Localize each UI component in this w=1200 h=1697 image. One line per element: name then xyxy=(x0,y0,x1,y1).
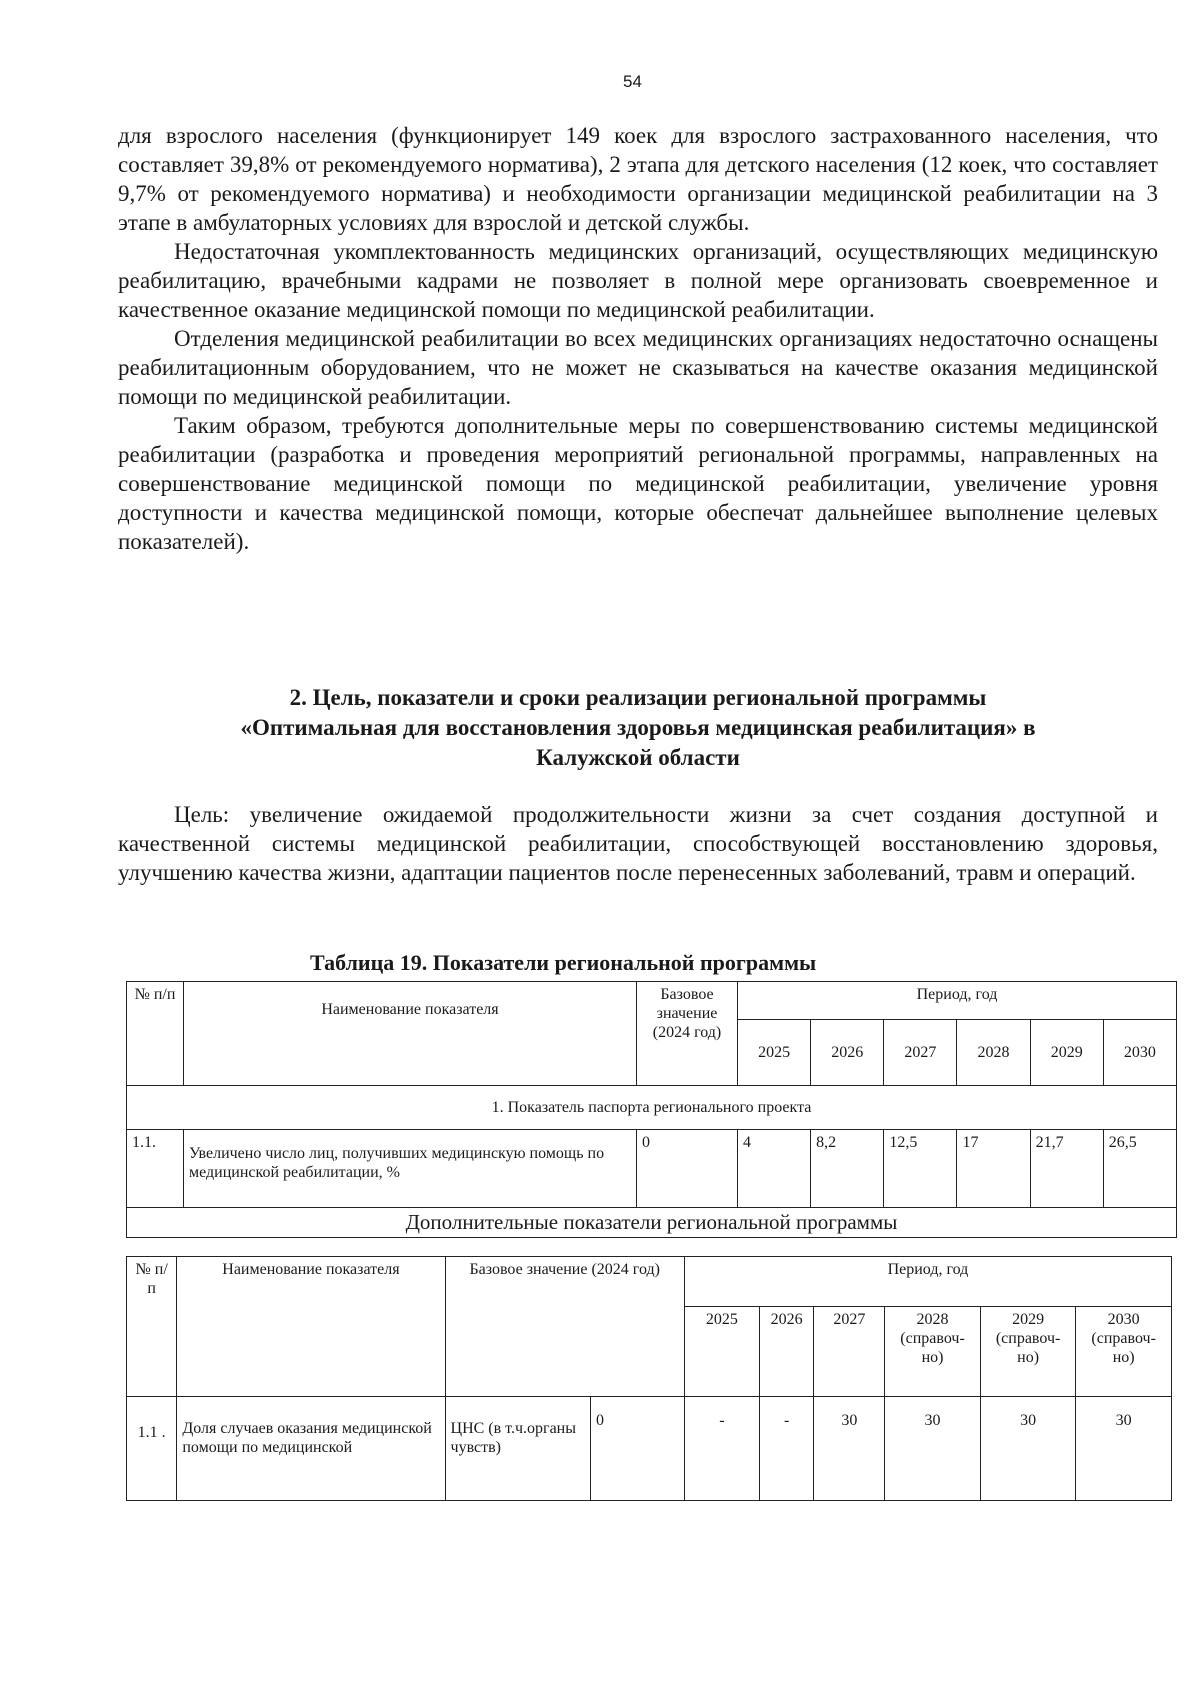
year-2-2029: 2029 (справоч-но) xyxy=(980,1307,1076,1397)
year-2027: 2027 xyxy=(884,1020,957,1086)
year-2-2027: 2027 xyxy=(814,1307,885,1397)
table-title: Таблица 19. Показатели региональной программы xyxy=(310,950,817,975)
paragraph-4: Таким образом, требуются дополнительные меры по совершенствованию системы медицинской реабилитации (разработка и проведения мероприятий региональной программы, направленных на совершенствование медицинской помощи по медицинской реабилитации, увеличение уровня доступности и качества медицинской помощи, которые обеспечат дальнейшее выполнение целевых показателей). xyxy=(118,413,1158,554)
indicators-table xyxy=(126,981,1177,1238)
additional-indicators-table xyxy=(126,1256,1172,1501)
row-base: 0 xyxy=(637,1130,738,1208)
year-2-2030: 2030 (справоч-но) xyxy=(1076,1307,1172,1397)
value-2025: 4 xyxy=(738,1130,811,1208)
row-2-name: Доля случаев оказания медицинской помощи по медицинской xyxy=(177,1397,445,1501)
section-additional: Дополнительные показатели региональной программы xyxy=(127,1208,1177,1238)
section-heading-line-3: Калужской области xyxy=(536,745,740,770)
section-passport: 1. Показатель паспорта регионального проекта xyxy=(127,1086,1177,1130)
header-name-2: Наименование показателя xyxy=(177,1257,445,1397)
year-2029: 2029 xyxy=(1030,1020,1103,1086)
paragraph-1: для взрослого населения (функционирует 149 коек для взрослого застрахованного населения, что составляет 39,8% от рекомендуемого норматива), 2 этапа для детского населения (12 коек, что составляет 9,7% от рекомендуемого норматива) и необходимости организации медицинской реабилитации на 3 этапе в амбулаторных условиях для взрослой и детской службы. xyxy=(118,123,1158,235)
paragraph-3: Отделения медицинской реабилитации во всех медицинских организациях недостаточно оснащены реабилитационным оборудованием, что не может не сказываться на качестве оказания медицинской помощи по медицинской реабилитации. xyxy=(118,326,1158,409)
year-2-2026: 2026 xyxy=(759,1307,813,1397)
year-2-2028: 2028 (справоч-но) xyxy=(885,1307,981,1397)
goal-text: Цель: увеличение ожидаемой продолжительности жизни за счет создания доступной и качественной системы медицинской реабилитации, способствующей восстановлению здоровья, улучшению качества жизни, адаптации пациентов после перенесенных заболеваний, травм и операций. xyxy=(118,802,1158,885)
row-2-number: 1.1 . xyxy=(127,1397,177,1501)
row-2-base: 0 xyxy=(591,1397,685,1501)
value-2029: 21,7 xyxy=(1030,1130,1103,1208)
value-2028: 17 xyxy=(957,1130,1030,1208)
goal-block xyxy=(118,800,1158,887)
row-name: Увеличено число лиц, получивших медицинскую помощь по медицинской реабилитации, % xyxy=(184,1130,637,1208)
value-2-2027: 30 xyxy=(814,1397,885,1501)
year-2025: 2025 xyxy=(738,1020,811,1086)
value-2-2030: 30 xyxy=(1076,1397,1172,1501)
year-2030: 2030 xyxy=(1103,1020,1176,1086)
row-number: 1.1. xyxy=(127,1130,184,1208)
value-2030: 26,5 xyxy=(1103,1130,1176,1208)
header-number-2: № п/п xyxy=(127,1257,177,1397)
section-heading-line-1: 2. Цель, показатели и сроки реализации региональной программы xyxy=(289,685,987,710)
header-name: Наименование показателя xyxy=(184,982,637,1086)
header-period: Период, год xyxy=(738,982,1177,1020)
header-period-2: Период, год xyxy=(684,1257,1171,1307)
value-2-2025: - xyxy=(684,1397,759,1501)
section-heading xyxy=(118,683,1158,773)
page-number: 54 xyxy=(623,72,642,91)
value-2027: 12,5 xyxy=(884,1130,957,1208)
value-2026: 8,2 xyxy=(811,1130,884,1208)
year-2026: 2026 xyxy=(811,1020,884,1086)
value-2-2028: 30 xyxy=(885,1397,981,1501)
year-2028: 2028 xyxy=(957,1020,1030,1086)
body-text xyxy=(118,121,1158,556)
row-2-category: ЦНС (в т.ч.органы чувств) xyxy=(445,1397,590,1501)
header-number: № п/п xyxy=(127,982,184,1086)
value-2-2026: - xyxy=(759,1397,813,1501)
header-base-2: Базовое значение (2024 год) xyxy=(445,1257,684,1397)
header-base: Базовое значение (2024 год) xyxy=(637,982,738,1086)
year-2-2025: 2025 xyxy=(684,1307,759,1397)
section-heading-line-2: «Оптимальная для восстановления здоровья медицинская реабилитация» в xyxy=(240,715,1036,740)
paragraph-2: Недостаточная укомплектованность медицинских организаций, осуществляющих медицинскую реабилитацию, врачебными кадрами не позволяет в полной мере организовать своевременное и качественное оказание медицинской помощи по медицинской реабилитации. xyxy=(118,239,1158,322)
value-2-2029: 30 xyxy=(980,1397,1076,1501)
